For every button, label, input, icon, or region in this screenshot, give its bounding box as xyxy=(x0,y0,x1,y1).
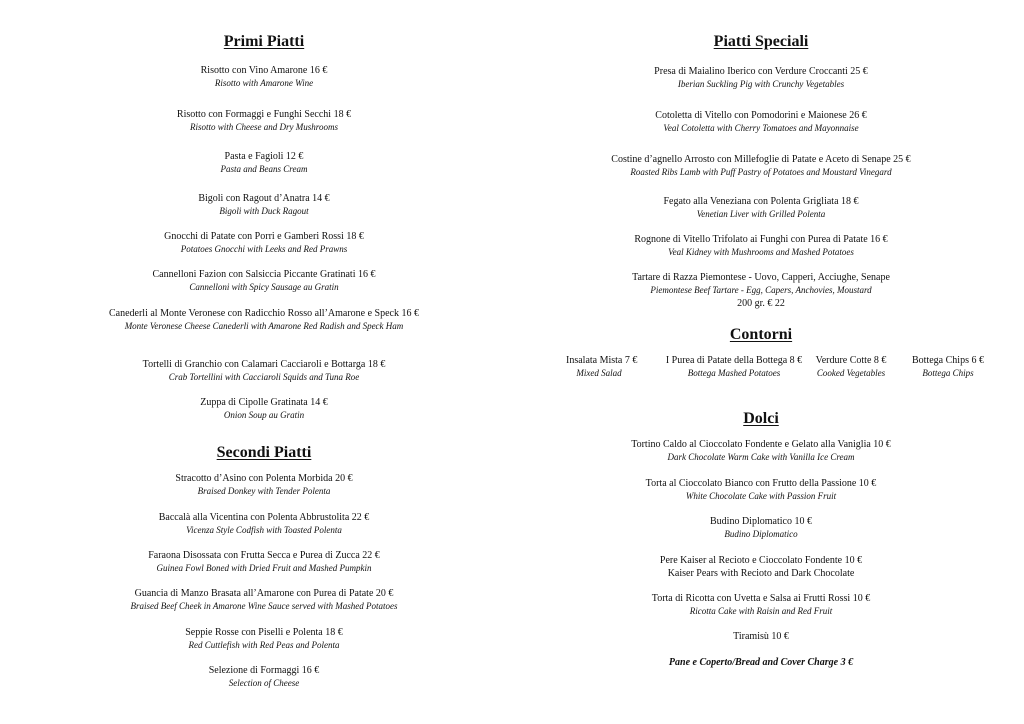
section-title-secondi: Secondi Piatti xyxy=(216,444,312,461)
dish-name-en: Veal Cotoletta with Cherry Tomatoes and Mayonnaise xyxy=(663,123,859,133)
menu-item-tartare xyxy=(566,271,956,310)
section-title-dolci: Dolci xyxy=(743,410,779,427)
dish-name-en: Veal Kidney with Mushrooms and Mashed Potatoes xyxy=(668,247,854,257)
dish-name-it: Tiramisù 10 € xyxy=(733,631,789,642)
menu-item xyxy=(90,664,438,690)
dish-name-it: Canederli al Monte Veronese con Radicchio Rosso all’Amarone e Speck 16 € xyxy=(108,308,419,319)
dish-name-it: Pere Kaiser al Recioto e Cioccolato Fondente 10 € xyxy=(659,555,863,566)
dish-name-it: Tortelli di Granchio con Calamari Cacciaroli e Bottarga 18 € xyxy=(142,359,386,370)
menu-item xyxy=(90,268,438,294)
menu-item xyxy=(566,515,956,541)
dish-name-en: Pasta and Beans Cream xyxy=(220,164,308,174)
dish-name-en: Dark Chocolate Warm Cake with Vanilla Ice Cream xyxy=(667,452,855,462)
dish-name-it: Verdure Cotte 8 € xyxy=(815,355,887,366)
dish-name-en: Piemontese Beef Tartare - Egg, Capers, Anchovies, Moustard xyxy=(650,285,872,295)
menu-item xyxy=(90,511,438,537)
menu-item xyxy=(566,195,956,221)
dish-name-en: Vicenza Style Codfish with Toasted Polenta xyxy=(186,525,342,535)
menu-item xyxy=(566,438,956,464)
contorno-item xyxy=(908,354,988,380)
dish-name-en: Braised Beef Cheek in Amarone Wine Sauce served with Mashed Potatoes xyxy=(130,601,398,611)
dish-name-it: Fegato alla Veneziana con Polenta Grigliata 18 € xyxy=(663,196,859,207)
menu-item xyxy=(90,549,438,575)
menu-item xyxy=(566,233,956,259)
dish-name-it: Torta al Cioccolato Bianco con Frutto della Passione 10 € xyxy=(645,478,877,489)
cover-charge-note: Pane e Coperto/Bread and Cover Charge 3 € xyxy=(668,657,854,668)
dish-name-it: Guancia di Manzo Brasata all’Amarone con Purea di Patate 20 € xyxy=(134,588,394,599)
dish-name-en: Bigoli with Duck Ragout xyxy=(219,206,309,216)
dish-name-en: Venetian Liver with Grilled Polenta xyxy=(696,209,826,219)
dish-name-it: Baccalà alla Vicentina con Polenta Abbrustolita 22 € xyxy=(158,512,370,523)
dish-name-en: Crab Tortellini with Cacciaroli Squids and Tuna Roe xyxy=(168,372,360,382)
dish-name-it: Tartare di Razza Piemontese - Uovo, Capperi, Acciughe, Senape xyxy=(632,272,890,283)
dish-name-en: Kaiser Pears with Recioto and Dark Chocolate xyxy=(667,568,855,579)
dish-name-en: Selection of Cheese xyxy=(228,678,300,688)
section-title-contorni: Contorni xyxy=(729,326,793,343)
dish-name-en: Mixed Salad xyxy=(576,368,622,378)
menu-item xyxy=(566,592,956,618)
menu-item xyxy=(90,358,438,384)
dish-name-en: Risotto with Amarone Wine xyxy=(214,78,314,88)
contorni-row xyxy=(566,354,984,384)
dish-name-en: Onion Soup au Gratin xyxy=(223,410,305,420)
menu-item xyxy=(90,150,438,176)
section-title-primi: Primi Piatti xyxy=(223,33,305,50)
dish-name-en: White Chocolate Cake with Passion Fruit xyxy=(685,491,837,501)
dish-name-en: Monte Veronese Cheese Canederli with Amarone Red Radish and Speck Ham xyxy=(124,321,404,331)
dish-name-en: Ricotta Cake with Raisin and Red Fruit xyxy=(689,606,833,616)
menu-item xyxy=(90,230,438,256)
menu-item xyxy=(50,307,478,333)
dish-name-it: Bottega Chips 6 € xyxy=(912,355,984,366)
dish-name-en: Bottega Mashed Potatoes xyxy=(687,368,781,378)
dish-name-it: Seppie Rosse con Piselli e Polenta 18 € xyxy=(185,627,343,638)
menu-item xyxy=(566,477,956,503)
menu-item xyxy=(566,630,956,643)
dish-name-en: Cooked Vegetables xyxy=(816,368,886,378)
dish-name-it: Cannelloni Fazion con Salsiccia Piccante Gratinati 16 € xyxy=(152,269,376,280)
dish-name-it: Presa di Maialino Iberico con Verdure Croccanti 25 € xyxy=(654,66,868,77)
contorno-item xyxy=(566,354,638,380)
dish-name-it: Risotto con Formaggi e Funghi Secchi 18 € xyxy=(176,109,352,120)
dish-name-en: Potatoes Gnocchi with Leeks and Red Prawns xyxy=(180,244,348,254)
menu-item xyxy=(90,396,438,422)
dish-name-it: Torta di Ricotta con Uvetta e Salsa ai Frutti Rossi 10 € xyxy=(651,593,871,604)
dish-name-en: Risotto with Cheese and Dry Mushrooms xyxy=(190,122,338,132)
section-title-speciali: Piatti Speciali xyxy=(713,33,809,50)
dish-name-it: Faraona Disossata con Frutta Secca e Purea di Zucca 22 € xyxy=(148,550,380,561)
dish-name-en: Bottega Chips xyxy=(922,368,974,378)
dish-name-it: Bigoli con Ragout d’Anatra 14 € xyxy=(198,193,330,204)
menu-item xyxy=(90,472,438,498)
dish-name-en: Red Cuttlefish with Red Peas and Polenta xyxy=(188,640,340,650)
menu-item xyxy=(566,65,956,91)
menu-item xyxy=(566,109,956,135)
dish-name-it: Costine d’agnello Arrosto con Millefoglie di Patate e Aceto di Senape 25 € xyxy=(611,154,911,165)
dish-name-en: Guinea Fowl Boned with Dried Fruit and Mashed Pumpkin xyxy=(156,563,372,573)
dish-name-it: Stracotto d’Asino con Polenta Morbida 20 € xyxy=(175,473,353,484)
dish-name-it: I Purea di Patate della Bottega 8 € xyxy=(665,355,803,366)
menu-item xyxy=(90,108,438,134)
dish-name-it: Zuppa di Cipolle Gratinata 14 € xyxy=(200,397,328,408)
dish-name-en: Iberian Suckling Pig with Crunchy Vegetables xyxy=(677,79,845,89)
menu-item xyxy=(90,192,438,218)
dish-price: 200 gr. € 22 xyxy=(737,298,785,309)
dish-name-en: Roasted Ribs Lamb with Puff Pastry of Potatoes and Moustard Vinegard xyxy=(630,167,892,177)
menu-item xyxy=(566,554,956,580)
dish-name-it: Gnocchi di Patate con Porri e Gamberi Rossi 18 € xyxy=(164,231,364,242)
dish-name-en: Braised Donkey with Tender Polenta xyxy=(197,486,331,496)
dish-name-it: Pasta e Fagioli 12 € xyxy=(224,151,304,162)
dish-name-it: Risotto con Vino Amarone 16 € xyxy=(200,65,328,76)
dish-name-it: Insalata Mista 7 € xyxy=(566,355,638,366)
menu-item xyxy=(566,153,956,179)
dish-name-it: Budino Diplomatico 10 € xyxy=(710,516,812,527)
dish-name-en: Budino Diplomatico xyxy=(724,529,798,539)
menu-item xyxy=(90,626,438,652)
dish-name-it: Cotoletta di Vitello con Pomodorini e Maionese 26 € xyxy=(655,110,867,121)
menu-item xyxy=(90,64,438,90)
contorno-item xyxy=(811,354,891,380)
contorno-item xyxy=(658,354,810,380)
dish-name-it: Tortino Caldo al Cioccolato Fondente e Gelato alla Vaniglia 10 € xyxy=(631,439,891,450)
dish-name-en: Cannelloni with Spicy Sausage au Gratin xyxy=(189,282,339,292)
menu-item xyxy=(90,587,438,613)
dish-name-it: Selezione di Formaggi 16 € xyxy=(208,665,320,676)
dish-name-it: Rognone di Vitello Trifolato ai Funghi con Purea di Patate 16 € xyxy=(634,234,888,245)
